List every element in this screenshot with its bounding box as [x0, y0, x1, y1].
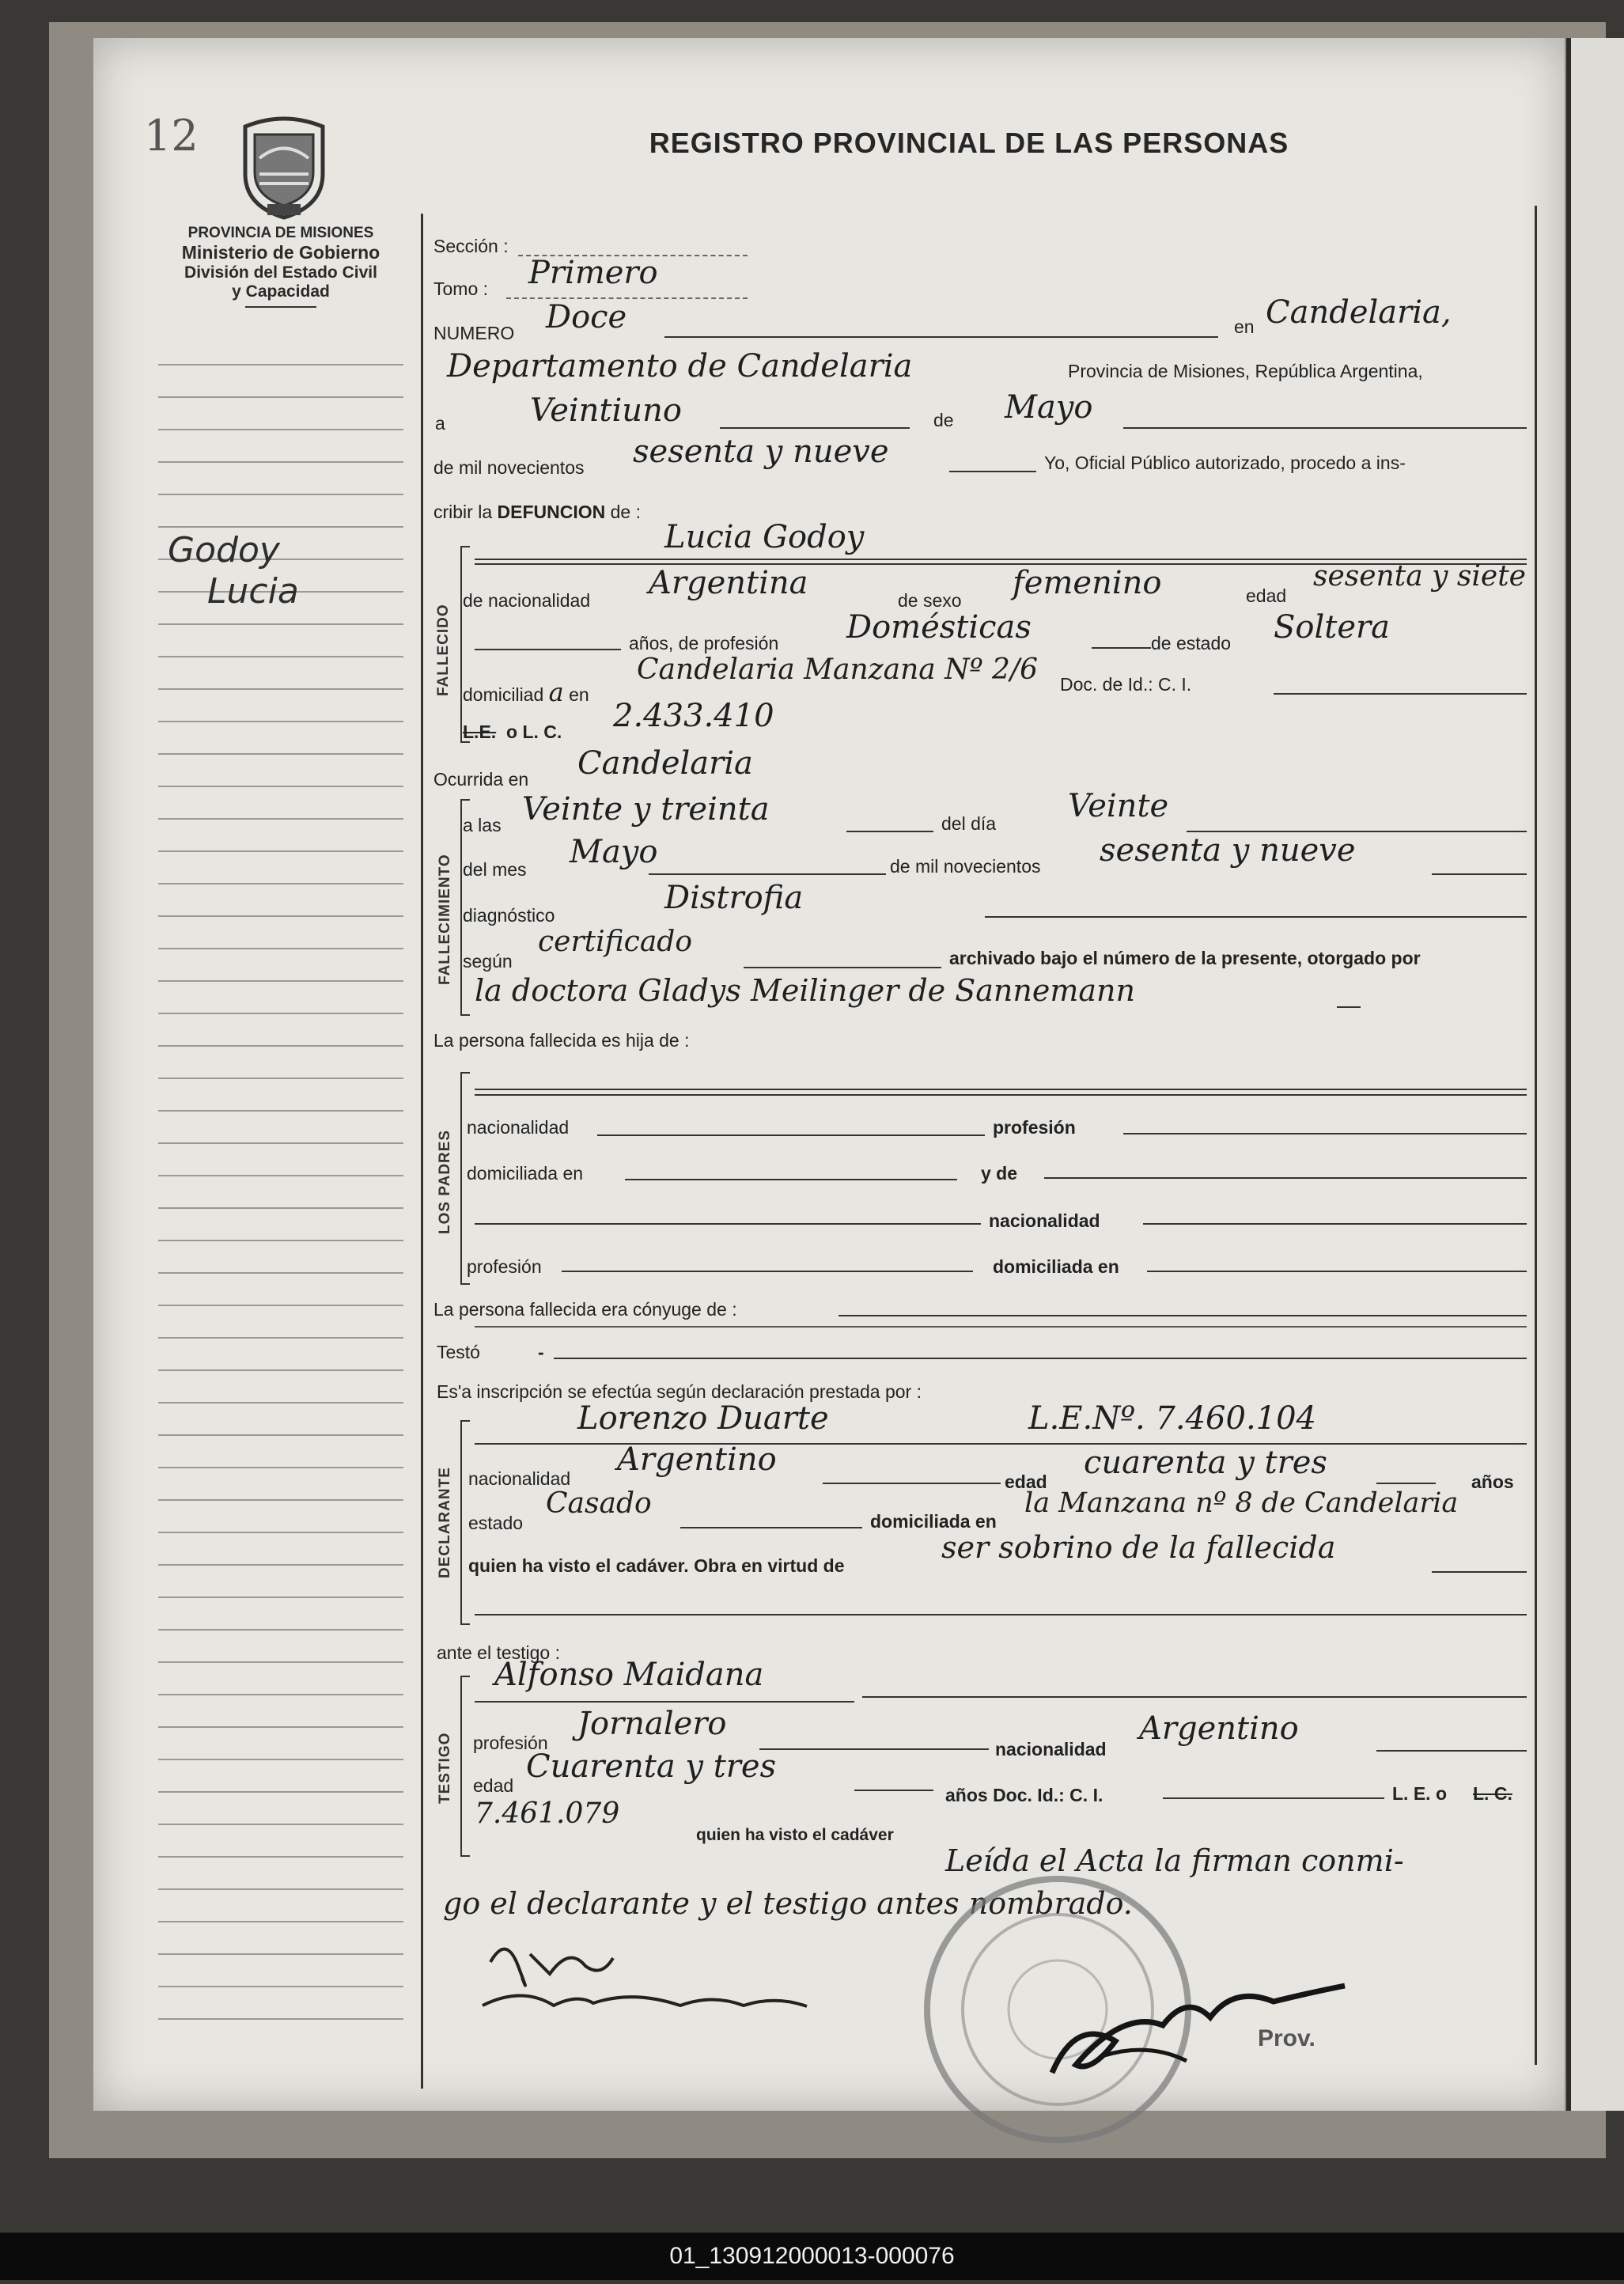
declarante-extra-line	[475, 1614, 1527, 1615]
madre-domiciliada-label: domiciliada en	[993, 1256, 1119, 1277]
edad-value: sesenta y siete	[1313, 560, 1526, 593]
medico-value: la doctora Gladys Meilinger de Sannemann	[475, 973, 1135, 1008]
testigo-name: Alfonso Maidana	[494, 1657, 764, 1693]
hora-line	[846, 831, 933, 832]
hora-value: Veinte y treinta	[522, 791, 770, 828]
testigo-visto-label: quien ha visto el cadáver	[696, 1826, 894, 1844]
margin-rule-line	[158, 1013, 403, 1014]
margin-rule-line	[158, 980, 403, 982]
margin-note-surname: Godoy	[168, 530, 280, 570]
margin-rule-line	[158, 1337, 403, 1339]
margin-rule-line	[158, 753, 403, 755]
testo-line	[554, 1358, 1527, 1359]
cierre-linea-2: go el declarante y el testigo antes nombrado.	[443, 1886, 1133, 1921]
conyuge-line	[838, 1315, 1527, 1316]
province-seal-icon	[237, 111, 331, 220]
margin-rule-line	[158, 1207, 403, 1209]
ano-muerte-line	[1432, 873, 1527, 875]
testigo-anos-label: años Doc. Id.: C. I.	[945, 1785, 1103, 1805]
domiciliado-prefix: domiciliad	[463, 684, 544, 705]
diagnostico-label: diagnóstico	[463, 905, 555, 926]
dia-line	[720, 427, 910, 429]
profesion-value: Domésticas	[846, 609, 1032, 646]
ano-value: sesenta y nueve	[633, 434, 889, 470]
declarante-virtud-line	[1432, 1571, 1527, 1573]
seccion-label: Sección :	[433, 236, 509, 256]
nacionalidad-value: Argentina	[649, 565, 808, 601]
padre-domiciliada-label: domiciliada en	[467, 1163, 584, 1184]
ocurrida-label: Ocurrida en	[433, 769, 529, 790]
madre-name-line	[1044, 1177, 1527, 1179]
a-las-label: a las	[463, 815, 502, 835]
margin-rule-line	[158, 1467, 403, 1468]
margin-rule-line	[158, 688, 403, 690]
margin-rule-line	[158, 461, 403, 463]
issuing-organization	[142, 225, 419, 308]
margin-rule-line	[158, 1759, 403, 1760]
mil-novecientos-label: de mil novecientos	[433, 457, 585, 478]
del-mes-label: del mes	[463, 859, 527, 880]
testigo-numero-value: 7.461.079	[475, 1797, 620, 1830]
testigo-le-label: L. E. o	[1392, 1783, 1447, 1804]
domicilio-value: Candelaria Manzana Nº 2/6	[637, 653, 1038, 686]
padre-nacionalidad-line	[597, 1134, 985, 1136]
madre-domiciliada-line	[1147, 1271, 1527, 1272]
declarante-edad-value: cuarenta y tres	[1084, 1445, 1327, 1481]
form-left-border	[421, 214, 423, 2089]
en-value: Candelaria,	[1266, 294, 1452, 331]
declarante-edad-label: edad	[1005, 1472, 1047, 1492]
doc-line	[1274, 693, 1527, 695]
margin-rule-line	[158, 1921, 403, 1922]
numero-label: NUMERO	[433, 323, 515, 343]
declarante-le: L.E.Nº. 7.460.104	[1028, 1400, 1317, 1437]
margin-rule-line	[158, 1597, 403, 1598]
yo-label: Yo, Oficial Público autorizado, procedo a ins-	[1044, 453, 1406, 473]
margin-rule-line	[158, 1369, 403, 1371]
en-label: en	[1234, 316, 1255, 337]
next-page-edge	[1566, 38, 1624, 2111]
margin-rule-line	[158, 1726, 403, 1728]
margin-rule-line	[158, 1791, 403, 1793]
testigo-nacionalidad-line	[1376, 1750, 1527, 1752]
tomo-value: Primero	[528, 255, 658, 291]
fallecimiento-side-label: FALLECIMIENTO	[437, 854, 453, 985]
declarante-nacionalidad-label: nacionalidad	[468, 1468, 571, 1489]
de-label: de	[933, 410, 954, 430]
margin-rule-line	[158, 2018, 403, 2020]
le-label: L.E.	[463, 722, 497, 742]
margin-rule-line	[158, 1240, 403, 1241]
madre-profesion-label: profesión	[467, 1256, 542, 1277]
segun-value: certificado	[538, 926, 693, 958]
y-de-label: y de	[981, 1163, 1018, 1184]
margin-rule-line	[158, 1434, 403, 1436]
margin-rule-line	[158, 915, 403, 917]
declarante-signature	[475, 1930, 838, 2025]
testo-value: -	[538, 1342, 544, 1362]
margin-rule-line	[158, 1402, 403, 1403]
padre-name-line	[475, 1089, 1527, 1090]
numero-value: Doce	[546, 299, 627, 335]
margin-rule-line	[158, 1856, 403, 1858]
margin-rule-line	[158, 948, 403, 949]
a-label: a	[435, 413, 445, 434]
margin-ruled-lines	[158, 364, 403, 2065]
testigo-edad-value: Cuarenta y tres	[526, 1748, 777, 1785]
margin-rule-line	[158, 1888, 403, 1890]
segun-label: según	[463, 951, 513, 972]
diagnostico-line	[985, 916, 1527, 918]
padre-profesion-label: profesión	[993, 1117, 1076, 1138]
fallecido-name: Lucia Godoy	[664, 519, 865, 555]
testigo-profesion-label: profesión	[473, 1733, 548, 1753]
margin-rule-line	[158, 1305, 403, 1306]
archivado-label: archivado bajo el número de la presente, otorgado por	[949, 948, 1421, 968]
estado-value: Soltera	[1274, 609, 1390, 646]
padre-name-line-2	[475, 1094, 1527, 1096]
inscripcion-label: Es'a inscripción se efectúa según declaración prestada por :	[437, 1381, 922, 1402]
org-rule	[245, 306, 316, 308]
domiciliado-label	[463, 677, 589, 707]
declarante-visto-label: quien ha visto el cadáver. Obra en virtud de	[468, 1555, 845, 1576]
margin-rule-line	[158, 526, 403, 528]
conyuge-line-2	[475, 1326, 1527, 1328]
madre-profesion-line	[562, 1271, 973, 1272]
padre-profesion-line	[1123, 1133, 1527, 1134]
mes-value: Mayo	[1005, 389, 1093, 426]
domiciliado-en: en	[569, 684, 589, 705]
cierre-linea-1: Leída el Acta la firman conmi-	[945, 1843, 1404, 1878]
testigo-doc-line	[1163, 1797, 1384, 1799]
madre-nacionalidad-line	[1143, 1223, 1527, 1225]
ocurrida-value: Candelaria	[577, 745, 753, 782]
margin-rule-line	[158, 1175, 403, 1176]
ano-muerte-value: sesenta y nueve	[1100, 832, 1356, 869]
tomo-label: Tomo :	[433, 278, 489, 299]
margin-rule-line	[158, 1986, 403, 1987]
testigo-edad-line	[854, 1790, 933, 1791]
mes-muerte-value: Mayo	[570, 834, 658, 870]
margin-rule-line	[158, 850, 403, 852]
declarante-virtud-value: ser sobrino de la fallecida	[941, 1530, 1336, 1565]
stamp-text: Prov.	[1258, 2025, 1315, 2051]
fallecido-side-label: FALLECIDO	[435, 604, 452, 696]
doc-label: Doc. de Id.: C. I.	[1060, 674, 1192, 695]
dia-value: Veintiuno	[530, 392, 682, 429]
margin-rule-line	[158, 429, 403, 430]
conyuge-label: La persona fallecida era cónyuge de :	[433, 1299, 737, 1320]
tomo-line	[506, 297, 748, 299]
testigo-side-label: TESTIGO	[437, 1732, 453, 1804]
declarante-edad-line	[1376, 1483, 1436, 1484]
margin-rule-line	[158, 1532, 403, 1533]
margin-rule-line	[158, 1045, 403, 1047]
padres-side-label: LOS PADRES	[437, 1129, 453, 1234]
declarante-anos-label: años	[1471, 1472, 1514, 1492]
medico-line	[1337, 1006, 1361, 1008]
margin-note-name: Lucia	[207, 571, 299, 612]
testigo-nacionalidad-value: Argentino	[1139, 1710, 1299, 1747]
org-line-4: y Capacidad	[232, 282, 330, 301]
org-line-2: Ministerio de Gobierno	[181, 242, 380, 263]
testigo-name-line	[862, 1696, 1527, 1698]
document-title: REGISTRO PROVINCIAL DE LAS PERSONAS	[649, 127, 1289, 159]
margin-rule-line	[158, 494, 403, 495]
margin-rule-line	[158, 1142, 403, 1144]
org-line-3: División del Estado Civil	[184, 263, 377, 282]
margin-rule-line	[158, 1629, 403, 1631]
form-right-border	[1535, 206, 1537, 2065]
testigo-profesion-value: Jornalero	[577, 1706, 727, 1742]
declarante-side-label: DECLARANTE	[437, 1467, 453, 1578]
numero-line	[664, 336, 1218, 338]
anos-line	[475, 649, 621, 650]
padre-nacionalidad-label: nacionalidad	[467, 1117, 570, 1138]
declarante-estado-value: Casado	[546, 1487, 652, 1520]
margin-rule-line	[158, 786, 403, 787]
mes-line	[1123, 427, 1527, 429]
testigo-profesion-line	[759, 1748, 989, 1750]
declarante-nacionalidad-line	[823, 1483, 1001, 1484]
testigo-name-underline	[475, 1701, 854, 1703]
testigo-bracket	[460, 1676, 470, 1857]
ano-line	[949, 471, 1036, 472]
testigo-lc-label: L. C.	[1473, 1783, 1512, 1804]
mil-novecientos-2-label: de mil novecientos	[890, 856, 1041, 877]
org-line-1: PROVINCIA DE MISIONES	[187, 225, 374, 241]
margin-rule-line	[158, 364, 403, 366]
sexo-value: femenino	[1013, 565, 1162, 601]
margin-rule-line	[158, 1078, 403, 1079]
domiciliado-suffix: a	[548, 677, 564, 707]
testigo-nacionalidad-label: nacionalidad	[995, 1739, 1107, 1759]
edad-label: edad	[1246, 585, 1287, 606]
del-dia-label: del día	[941, 813, 997, 834]
nacionalidad-label: de nacionalidad	[463, 590, 591, 611]
declarante-nacionalidad-value: Argentino	[617, 1441, 777, 1478]
margin-rule-line	[158, 883, 403, 884]
margin-rule-line	[158, 1110, 403, 1112]
estado-label: de estado	[1151, 633, 1232, 653]
declarante-estado-line	[680, 1527, 862, 1528]
anos-profesion-label: años, de profesión	[629, 633, 779, 653]
mes-muerte-line	[649, 873, 886, 875]
testigo-edad-label: edad	[473, 1775, 514, 1796]
provincia-label: Provincia de Misiones, República Argentina,	[1068, 361, 1423, 381]
margin-rule-line	[158, 818, 403, 820]
margin-rule-line	[158, 656, 403, 657]
margin-rule-line	[158, 1272, 403, 1274]
profesion-line	[1092, 647, 1151, 649]
margin-rule-line	[158, 1694, 403, 1695]
inscribir-label: cribir la DEFUNCION de :	[433, 502, 642, 522]
declarante-domiciliada-label: domiciliada en	[870, 1511, 997, 1532]
margin-rule-line	[158, 1824, 403, 1825]
madre-extra-line	[475, 1223, 981, 1225]
margin-rule-line	[158, 1661, 403, 1663]
segun-line	[744, 967, 941, 968]
diagnostico-value: Distrofia	[664, 880, 804, 916]
margin-rule-line	[158, 1564, 403, 1566]
margin-rule-line	[158, 623, 403, 625]
departamento-value: Departamento de Candelaria	[447, 348, 913, 384]
sexo-label: de sexo	[898, 590, 962, 611]
declarante-name: Lorenzo Duarte	[577, 1400, 829, 1437]
page-number: 12	[144, 111, 199, 161]
hija-de-label: La persona fallecida es hija de :	[433, 1030, 690, 1051]
margin-rule-line	[158, 1499, 403, 1501]
madre-nacionalidad-label: nacionalidad	[989, 1210, 1100, 1231]
ante-testigo-label: ante el testigo :	[437, 1642, 560, 1663]
dia-muerte-value: Veinte	[1068, 788, 1169, 824]
oficial-signature	[1028, 1962, 1361, 2104]
declarante-domicilio-value: la Manzana nº 8 de Candelaria	[1024, 1487, 1459, 1519]
padre-domiciliada-line	[625, 1179, 957, 1180]
margin-rule-line	[158, 721, 403, 722]
image-footer-id: 01_130912000013-000076	[0, 2233, 1624, 2280]
testo-label: Testó	[437, 1342, 480, 1362]
margin-rule-line	[158, 1953, 403, 1955]
fallecido-bracket	[460, 546, 470, 743]
le-number-value: 2.433.410	[613, 698, 774, 734]
o-lc-label: o L. C.	[506, 722, 562, 742]
margin-rule-line	[158, 396, 403, 398]
declarante-estado-label: estado	[468, 1513, 524, 1533]
